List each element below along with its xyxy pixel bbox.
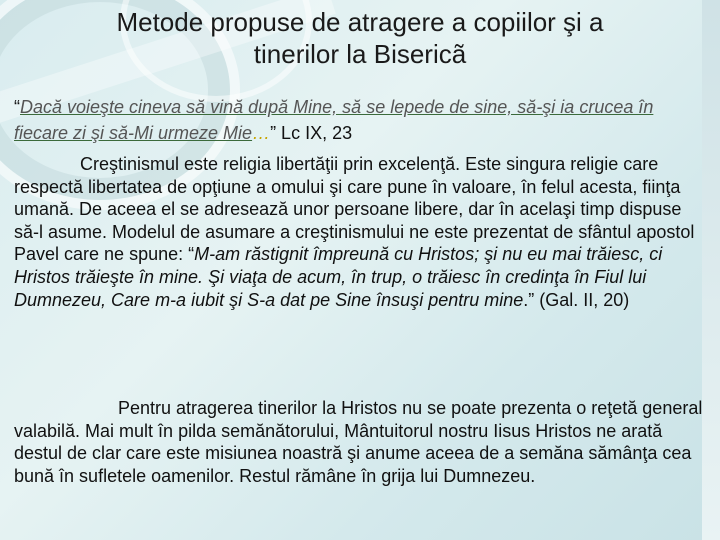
slide-title-line-1: Metode propuse de atragere a copiilor şi a: [116, 7, 604, 37]
paragraph-1: [14, 153, 706, 311]
paragraph-2-text: Pentru atragerea tinerilor la Hristos nu se poate prezenta o reţetă general valabilă. Mai mult în pilda semănătorului, Mântuitorul nostru Iisus Hristos ne arată destul de clar care este misiunea noastră şi anume aceea de a semăna sămânţa cea bună în sufletele oamenilor. Restul rămâne în grija lui Dumnezeu.: [14, 398, 703, 486]
quote-ellipsis: …: [252, 123, 271, 143]
paragraph-1-quote: M-am răstignit împreună cu Hristos; şi nu eu mai trăiesc, ci Hristos trăieşte în mine. Şi viaţa de acum, în trup, o trăiesc în credinţa în Fiul lui Dumnezeu, Care m-a iubit şi S-a dat pe Sine însuşi pentru mine: [14, 244, 663, 310]
paragraph-2: [14, 397, 706, 487]
scripture-quote: [14, 94, 704, 146]
quote-open-mark: “: [14, 97, 20, 117]
paragraph-1-text: Creştinismul este religia libertăţii prin excelenţă. Este singura religie care respectă libertatea de opţiune a omului şi care pune în valoare, în felul acesta, fiinţa umană. De aceea el se adresează unor persoane libere, dar în acelaşi timp dispuse să-l asume. Modelul de asumare a creştinismului ne este prezentat de sfântul apostol Pavel care ne spune: “: [14, 154, 695, 265]
slide-title-line-2: tinerilor la Bisericã: [253, 39, 467, 69]
quote-text: Dacă voieşte cineva să vină după Mine, să se lepede de sine, să-şi ia crucea în fiecare zi şi să-Mi urmeze Mie: [14, 97, 654, 143]
quote-reference: ” Lc IX, 23: [270, 123, 353, 143]
paragraph-1-reference: .” (Gal. II, 20): [523, 289, 630, 310]
slide-title: [0, 6, 720, 70]
